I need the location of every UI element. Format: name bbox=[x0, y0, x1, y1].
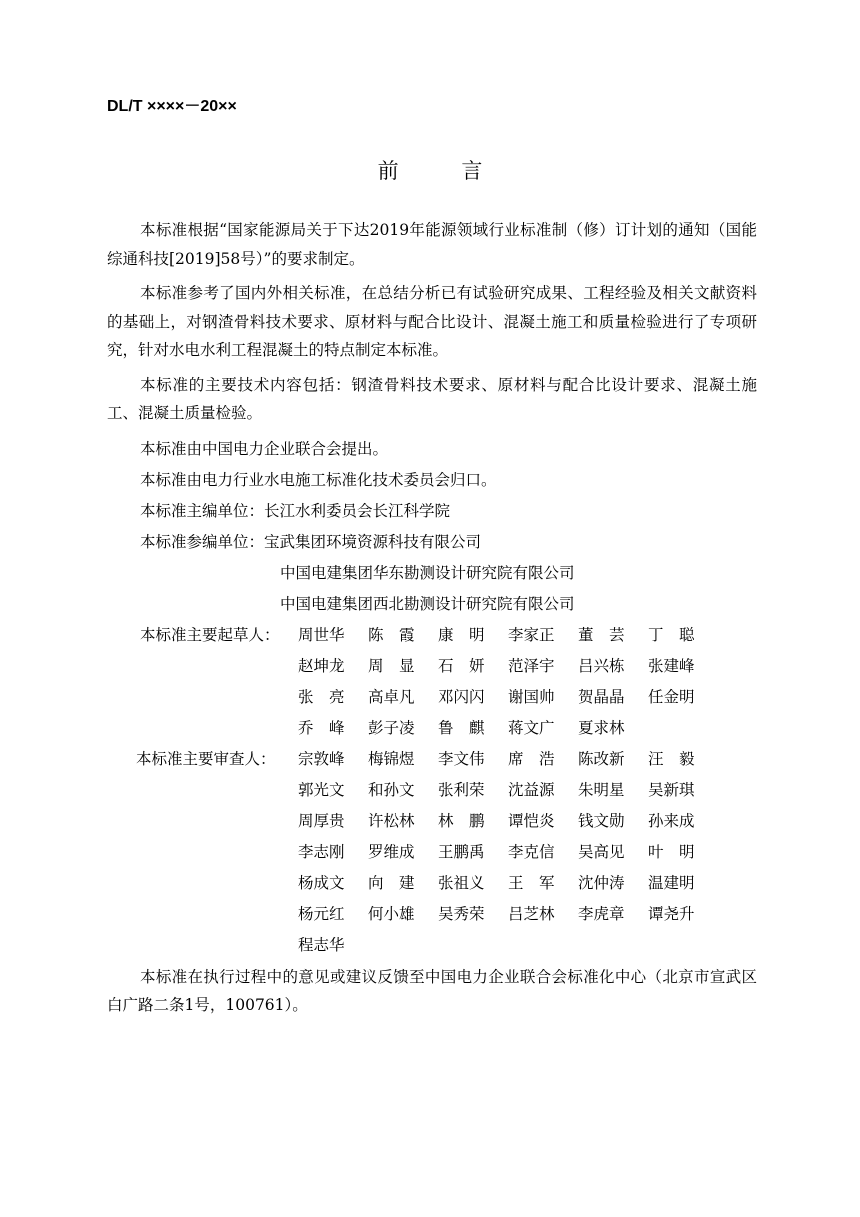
reviewer-name: 张祖义 bbox=[438, 873, 485, 892]
drafter-row bbox=[107, 620, 757, 651]
reviewer-name: 吴新琪 bbox=[648, 780, 695, 799]
reviewer-name: 和孙文 bbox=[368, 780, 415, 799]
drafter-name: 丁 聪 bbox=[648, 625, 695, 644]
foreword-paragraph: 本标准参考了国内外相关标准，在总结分析已有试验研究成果、工程经验及相关文献资料的基础上，对钢渣骨料技术要求、原材料与配合比设计、混凝土施工和质量检验进行了专项研究，针对水电水利工程混凝土的特点制定本标准。 bbox=[107, 284, 757, 359]
standard-code: DL/T ××××－20×× bbox=[107, 98, 237, 115]
reviewer-name: 杨元红 bbox=[298, 904, 345, 923]
reviewer-label: 本标准主要审查人： bbox=[136, 749, 276, 768]
drafter-name: 谢国帅 bbox=[508, 687, 555, 706]
reviewer-name: 程志华 bbox=[298, 935, 345, 954]
custodian-text: 本标准由电力行业水电施工标准化技术委员会归口。 bbox=[140, 470, 497, 489]
drafter-name: 李家正 bbox=[508, 625, 555, 644]
drafter-name: 蒋文广 bbox=[508, 718, 555, 737]
drafter-name: 任金明 bbox=[648, 687, 695, 706]
reviewer-name: 李文伟 bbox=[438, 749, 485, 768]
drafter-label: 本标准主要起草人： bbox=[140, 625, 280, 644]
page-title: 前 言 bbox=[377, 159, 511, 183]
drafter-name: 夏求林 bbox=[578, 718, 625, 737]
drafter-name: 周世华 bbox=[298, 625, 345, 644]
reviewer-row bbox=[107, 837, 757, 868]
chief-unit-value: 长江水利委员会长江科学院 bbox=[264, 501, 451, 520]
drafter-name: 陈 霞 bbox=[368, 625, 415, 644]
drafter-row bbox=[107, 713, 757, 744]
drafter-name: 鲁 麒 bbox=[438, 718, 485, 737]
custodian-line bbox=[107, 465, 757, 496]
drafter-name: 邓闪闪 bbox=[438, 687, 485, 706]
participating-unit-value: 中国电建集团西北勘测设计研究院有限公司 bbox=[280, 594, 575, 613]
proposer-line bbox=[107, 434, 757, 465]
foreword-paragraph: 本标准根据“国家能源局关于下达2019年能源领域行业标准制（修）订计划的通知（国能综通科技[2019]58号）”的要求制定。 bbox=[107, 221, 757, 268]
reviewer-name: 吴高见 bbox=[578, 842, 625, 861]
drafter-name: 乔 峰 bbox=[298, 718, 345, 737]
reviewer-name: 杨成文 bbox=[298, 873, 345, 892]
participating-units-label: 本标准参编单位： bbox=[140, 532, 265, 551]
drafter-row bbox=[107, 682, 757, 713]
reviewer-name: 何小雄 bbox=[368, 904, 415, 923]
reviewer-name: 吴秀荣 bbox=[438, 904, 485, 923]
reviewer-row bbox=[107, 899, 757, 930]
reviewer-name: 谭恺炎 bbox=[508, 811, 555, 830]
reviewer-name: 吕芝林 bbox=[508, 904, 555, 923]
reviewer-row bbox=[107, 868, 757, 899]
participating-unit-value: 宝武集团环境资源科技有限公司 bbox=[264, 532, 482, 551]
reviewers-section bbox=[107, 744, 757, 961]
reviewer-name: 许松林 bbox=[368, 811, 415, 830]
drafter-row bbox=[107, 651, 757, 682]
chief-unit-label: 本标准主编单位： bbox=[140, 501, 265, 520]
reviewer-name: 王鹏禹 bbox=[438, 842, 485, 861]
participating-unit-line bbox=[107, 527, 757, 558]
reviewer-name: 郭光文 bbox=[298, 780, 345, 799]
reviewer-row bbox=[107, 775, 757, 806]
reviewer-name: 向 建 bbox=[368, 873, 415, 892]
reviewer-name: 叶 明 bbox=[648, 842, 695, 861]
drafter-name: 贺晶晶 bbox=[578, 687, 625, 706]
reviewer-row bbox=[107, 806, 757, 837]
reviewer-name: 席 浩 bbox=[508, 749, 555, 768]
drafter-name: 董 芸 bbox=[578, 625, 625, 644]
reviewer-name: 陈改新 bbox=[578, 749, 625, 768]
drafter-name: 高卓凡 bbox=[368, 687, 415, 706]
reviewer-name: 张利荣 bbox=[438, 780, 485, 799]
drafter-name: 康 明 bbox=[438, 625, 485, 644]
reviewer-name: 林 鹏 bbox=[438, 811, 485, 830]
reviewer-name: 汪 毅 bbox=[648, 749, 695, 768]
drafter-name: 赵坤龙 bbox=[298, 656, 345, 675]
drafter-name: 周 显 bbox=[368, 656, 415, 675]
chief-unit-line bbox=[107, 496, 757, 527]
reviewer-name: 朱明星 bbox=[578, 780, 625, 799]
reviewer-name: 李克信 bbox=[508, 842, 555, 861]
reviewer-name: 温建明 bbox=[648, 873, 695, 892]
drafter-name: 张 亮 bbox=[298, 687, 345, 706]
reviewer-name: 沈益源 bbox=[508, 780, 555, 799]
proposer-text: 本标准由中国电力企业联合会提出。 bbox=[140, 439, 389, 458]
participating-unit-line bbox=[107, 589, 757, 620]
drafter-name: 彭子凌 bbox=[368, 718, 415, 737]
reviewer-name: 梅锦煜 bbox=[368, 749, 415, 768]
participating-unit-line bbox=[107, 558, 757, 589]
reviewer-name: 周厚贵 bbox=[298, 811, 345, 830]
reviewer-name: 李志刚 bbox=[298, 842, 345, 861]
reviewer-name: 钱文勋 bbox=[578, 811, 625, 830]
reviewer-row bbox=[107, 930, 757, 961]
reviewer-name: 罗维成 bbox=[368, 842, 415, 861]
foreword-body bbox=[107, 216, 757, 1026]
reviewer-name: 孙来成 bbox=[648, 811, 695, 830]
reviewer-name: 沈仲涛 bbox=[578, 873, 625, 892]
drafter-name: 吕兴栋 bbox=[578, 656, 625, 675]
drafter-name: 张建峰 bbox=[648, 656, 695, 675]
drafter-name: 石 妍 bbox=[438, 656, 485, 675]
reviewer-name: 王 军 bbox=[508, 873, 555, 892]
reviewer-name: 宗敦峰 bbox=[298, 749, 345, 768]
drafters-section bbox=[107, 620, 757, 744]
reviewer-row bbox=[107, 744, 757, 775]
foreword-paragraph: 本标准的主要技术内容包括：钢渣骨料技术要求、原材料与配合比设计要求、混凝土施工、混凝土质量检验。 bbox=[107, 375, 757, 422]
participating-unit-value: 中国电建集团华东勘测设计研究院有限公司 bbox=[280, 563, 575, 582]
reviewer-name: 李虎章 bbox=[578, 904, 625, 923]
reviewer-name: 谭尧升 bbox=[648, 904, 695, 923]
drafter-name: 范泽宇 bbox=[508, 656, 555, 675]
feedback-paragraph: 本标准在执行过程中的意见或建议反馈至中国电力企业联合会标准化中心（北京市宣武区白广路二条1号，100761）。 bbox=[107, 967, 757, 1014]
